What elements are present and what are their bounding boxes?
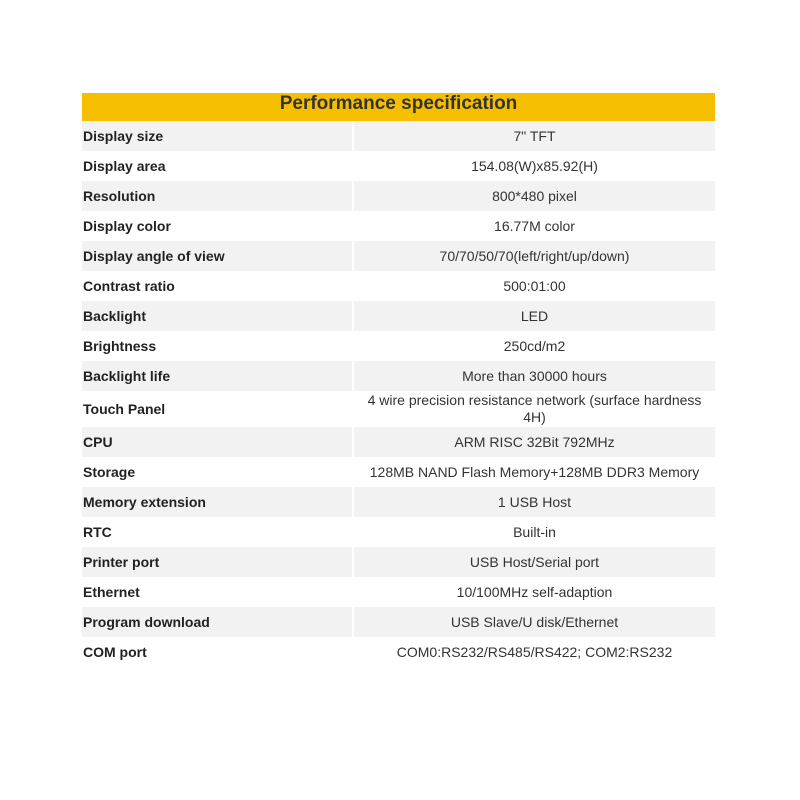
spec-row-backlight-life bbox=[82, 361, 715, 391]
spec-label: Resolution bbox=[82, 181, 352, 211]
spec-value: 70/70/50/70(left/right/up/down) bbox=[354, 241, 715, 271]
spec-label: Backlight life bbox=[82, 361, 352, 391]
spec-label: Display area bbox=[83, 157, 166, 174]
spec-table-title: Performance specification bbox=[279, 93, 518, 114]
spec-label: RTC bbox=[83, 523, 112, 540]
spec-table-header bbox=[82, 93, 715, 121]
spec-value: 7" TFT bbox=[354, 121, 715, 151]
spec-row-touch-panel bbox=[82, 391, 715, 427]
spec-value: 800*480 pixel bbox=[354, 181, 715, 211]
spec-value: 154.08(W)x85.92(H) bbox=[471, 157, 598, 174]
spec-value: 250cd/m2 bbox=[503, 337, 566, 354]
spec-row-backlight bbox=[82, 301, 715, 331]
spec-row-cpu bbox=[82, 427, 715, 457]
spec-label: Brightness bbox=[83, 337, 157, 354]
spec-value: More than 30000 hours bbox=[354, 361, 715, 391]
spec-value: 128MB NAND Flash Memory+128MB DDR3 Memory bbox=[369, 463, 700, 480]
spec-label: Display angle of view bbox=[82, 241, 352, 271]
spec-label: Storage bbox=[83, 463, 136, 480]
spec-row-display-area bbox=[82, 151, 715, 181]
spec-label: Program download bbox=[82, 607, 352, 637]
spec-row-display-size bbox=[82, 121, 715, 151]
spec-label: COM port bbox=[83, 643, 147, 660]
spec-label: Contrast ratio bbox=[83, 277, 175, 294]
spec-value: Built-in bbox=[513, 523, 556, 540]
spec-value: 10/100MHz self-adaption bbox=[456, 583, 613, 600]
spec-value: 1 USB Host bbox=[354, 487, 715, 517]
spec-row-printer-port bbox=[82, 547, 715, 577]
spec-label: Printer port bbox=[82, 547, 352, 577]
spec-label: Display color bbox=[83, 217, 171, 234]
spec-row-com-port bbox=[82, 637, 715, 667]
spec-value: LED bbox=[354, 301, 715, 331]
spec-value: USB Slave/U disk/Ethernet bbox=[354, 607, 715, 637]
spec-row-brightness bbox=[82, 331, 715, 361]
spec-label: Memory extension bbox=[82, 487, 352, 517]
spec-value: 4 wire precision resistance network (surface hardness 4H) bbox=[367, 392, 702, 425]
spec-value: 16.77M color bbox=[494, 217, 575, 234]
spec-value: 500:01:00 bbox=[503, 277, 566, 294]
spec-label: Display size bbox=[82, 121, 352, 151]
spec-row-memory-extension bbox=[82, 487, 715, 517]
spec-label: Ethernet bbox=[83, 583, 140, 600]
spec-row-program-download bbox=[82, 607, 715, 637]
spec-value: USB Host/Serial port bbox=[354, 547, 715, 577]
spec-row-view-angle bbox=[82, 241, 715, 271]
performance-spec-table bbox=[82, 93, 715, 667]
spec-row-rtc bbox=[82, 517, 715, 547]
spec-value: COM0:RS232/RS485/RS422; COM2:RS232 bbox=[396, 643, 673, 660]
spec-label: Backlight bbox=[82, 301, 352, 331]
spec-row-display-color bbox=[82, 211, 715, 241]
spec-row-resolution bbox=[82, 181, 715, 211]
spec-label: Touch Panel bbox=[83, 400, 166, 417]
spec-row-storage bbox=[82, 457, 715, 487]
spec-label: CPU bbox=[82, 427, 352, 457]
spec-row-contrast-ratio bbox=[82, 271, 715, 301]
spec-row-ethernet bbox=[82, 577, 715, 607]
spec-value: ARM RISC 32Bit 792MHz bbox=[354, 427, 715, 457]
